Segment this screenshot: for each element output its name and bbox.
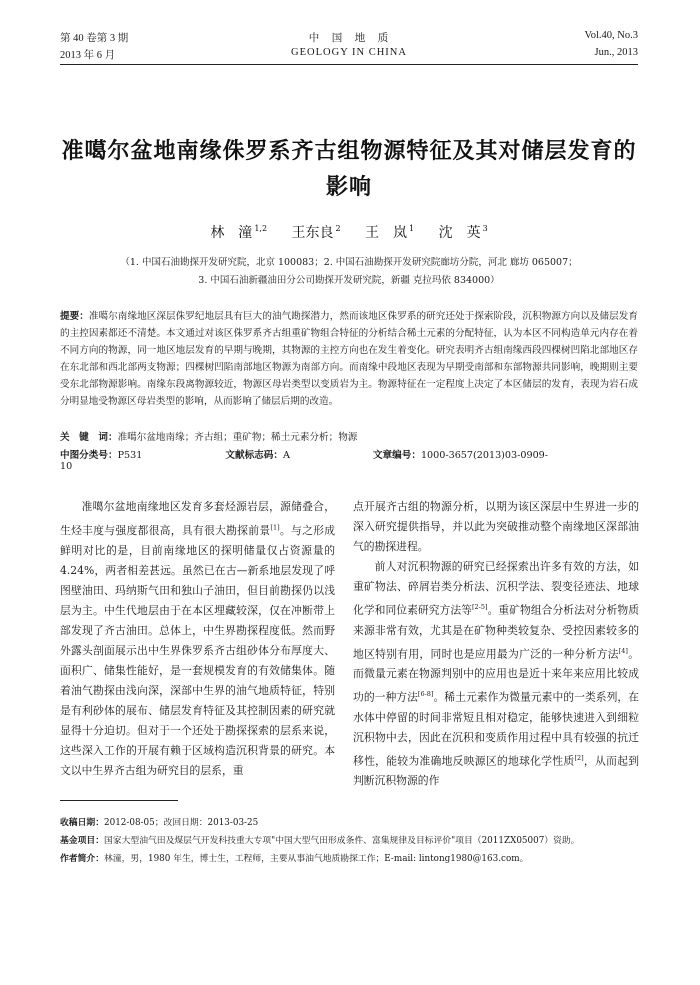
abstract-text: 准噶尔南缘地区深层侏罗纪地层具有巨大的油气勘探潜力，然而该地区侏罗系的研究还处于探索阶段，沉积物源方向以及储层发育的主控因素都还不清楚。本文通过对该区侏罗系齐古组重矿物组合特征的分析结合稀土元素的分配特征，认为本区不同构造单元内存在着不同方向的物源，同一地区地层发育的早期与晚期，其物源的主控方向也在发生着变化。研究表明齐古组南缘西段四棵树凹陷北部地区存在东北部和西北部两支物源；四棵树凹陷南部地区物源为南部方向。而南缘中段地区表现为早期受南部和东部物源共同影响，晚期则主要受东北部物源影响。南缘东段离物源较近，物源区母岩类型以变质岩为主。物源特征在一定程度上决定了本区储层的发育，表现为岩石成分明显地受物源区母岩类型的影响，从而影响了储层后期的改造。 [60, 311, 639, 407]
footnote-received: 收稿日期：2012-08-05；改回日期：2013-03-25 [60, 818, 259, 828]
document-code: 文献标志码：A [225, 450, 290, 461]
body-paragraph-1: 准噶尔盆地南缘地区发育多套烃源岩层，源储叠合，生烃丰度与强度都很高，具有很大勘探前景[1]。与之形成鲜明对比的是，目前南缘地区的探明储量仅占资源量的 4.24%，两者相差甚远。虽然已在古—新系地层发现了呼图壁油田、玛纳斯气田和独山子油田，但目前勘探仍以浅层为主。中生代地层由于在本区埋藏较深，仅在冲断带上部发现了齐古油田。总体上，中生界勘探程度低。然而野外露头剖面展示出中生界侏罗系齐古组砂体分布厚度大、面积广、储集性能好，是一套规模发育的有效储集体。随着油气勘探由浅向深，深部中生界的油气地质特征，特别是有利砂体的展布、储层发育特征及其控制因素的研究就显得十分迫切。但对于一个还处于勘探探索的层系来说，这些深入工作的开展有赖于区域构造沉积背景的研究。本文以中生界齐古组为研究目的层系，重 [60, 500, 336, 777]
footnote-author-bio: 作者简介：林潼，男，1980 年生，博士生，工程师，主要从事油气地质勘探工作；E-mail: lintong1980@163.com。 [60, 854, 529, 864]
footnote-rule [60, 800, 178, 801]
affiliation-line-1: （1. 中国石油勘探开发研究院，北京 100083；2. 中国石油勘探开发研究院廊坊分院，河北 廊坊 065007； [120, 257, 578, 268]
citation-6-8: [6-8] [417, 690, 434, 699]
body-left-column [60, 497, 335, 781]
citation-4: [4] [618, 646, 628, 655]
clc-number: 中图分类号：P531 [60, 450, 143, 461]
citation-2-5: [2-5] [472, 603, 488, 611]
keywords-label: 关 键 词： [60, 432, 118, 443]
publish-date: 2013 年 6 月 [60, 50, 116, 61]
footnote-fund: 基金项目：国家大型油气田及煤层气开发科技重大专项"中国大型气田形成条件、富集规律及目标评价"项目（2011ZX05007）资助。 [60, 836, 580, 846]
abstract-label: 提要： [60, 311, 89, 322]
citation-2: [2] [574, 753, 584, 762]
author-list [60, 222, 638, 242]
classification-line [60, 447, 638, 472]
body-paragraph-2: 前人对沉积物源的研究已经探索出许多有效的方法，如重矿物法、碎屑岩类分析法、沉积学法、裂变径迹法、地球化学和同位素研究方法等[2-5]。重矿物组合分析法对分析物质来源非常有效，尤其是在矿物种类较复杂、受控因素较多的地区特别有用，同时也是应用最为广泛的一种分析方法[4]。而微量元素在物源判别中的应用也是近十来年来应用比较成功的一种方法[6-8]。稀土元素作为微量元素中的一类系列，在水体中停留的时间非常短且相对稳定，能够快速进入到细粒沉积物中去，因此在沉积和变质作用过程中具有较强的抗迁移性，能较为准确地反映源区的地球化学性质[2]，从而起到判断沉积物源的作 [353, 560, 640, 788]
abstract [60, 308, 638, 410]
paper-title: 准噶尔盆地南缘侏罗系齐古组物源特征及其对储层发育的影响 [61, 139, 637, 200]
keywords-text: 准噶尔盆地南缘；齐古组；重矿物；稀土元素分析；物源 [117, 432, 358, 443]
keywords [60, 429, 638, 443]
body-right-column [353, 497, 639, 791]
publish-date-en: Jun., 2013 [594, 47, 638, 58]
journal-name-en: GEOLOGY IN CHINA [291, 47, 407, 58]
affiliation-line-2: 3. 中国石油新疆油田分公司勘探开发研究院，新疆 克拉玛依 834000） [198, 275, 500, 286]
author-2: 王东良 $^2$ [291, 224, 341, 241]
volume-issue: 第 40 卷第 3 期 [60, 33, 129, 44]
author-3: 王 岚 $^1$ [365, 224, 415, 241]
body-paragraph-1-continued: 点开展齐古组的物源分析，以期为该区深层中生界进一步的深入研究提供指导，并以此为突破推动整个南缘地区深部油气的勘探进程。 [353, 500, 639, 553]
volume-issue-en: Vol.40, No.3 [584, 30, 638, 41]
header-rule [60, 64, 638, 65]
article-number: 文章编号：1000-3657(2013)03-0909-10 [60, 450, 549, 472]
author-1: 林 潼 $^{1,2}$ [210, 224, 268, 241]
author-4: 沈 英 $^3$ [438, 224, 488, 241]
journal-name-cn: 中 国 地 质 [308, 33, 390, 44]
citation-1: [1] [270, 523, 280, 531]
